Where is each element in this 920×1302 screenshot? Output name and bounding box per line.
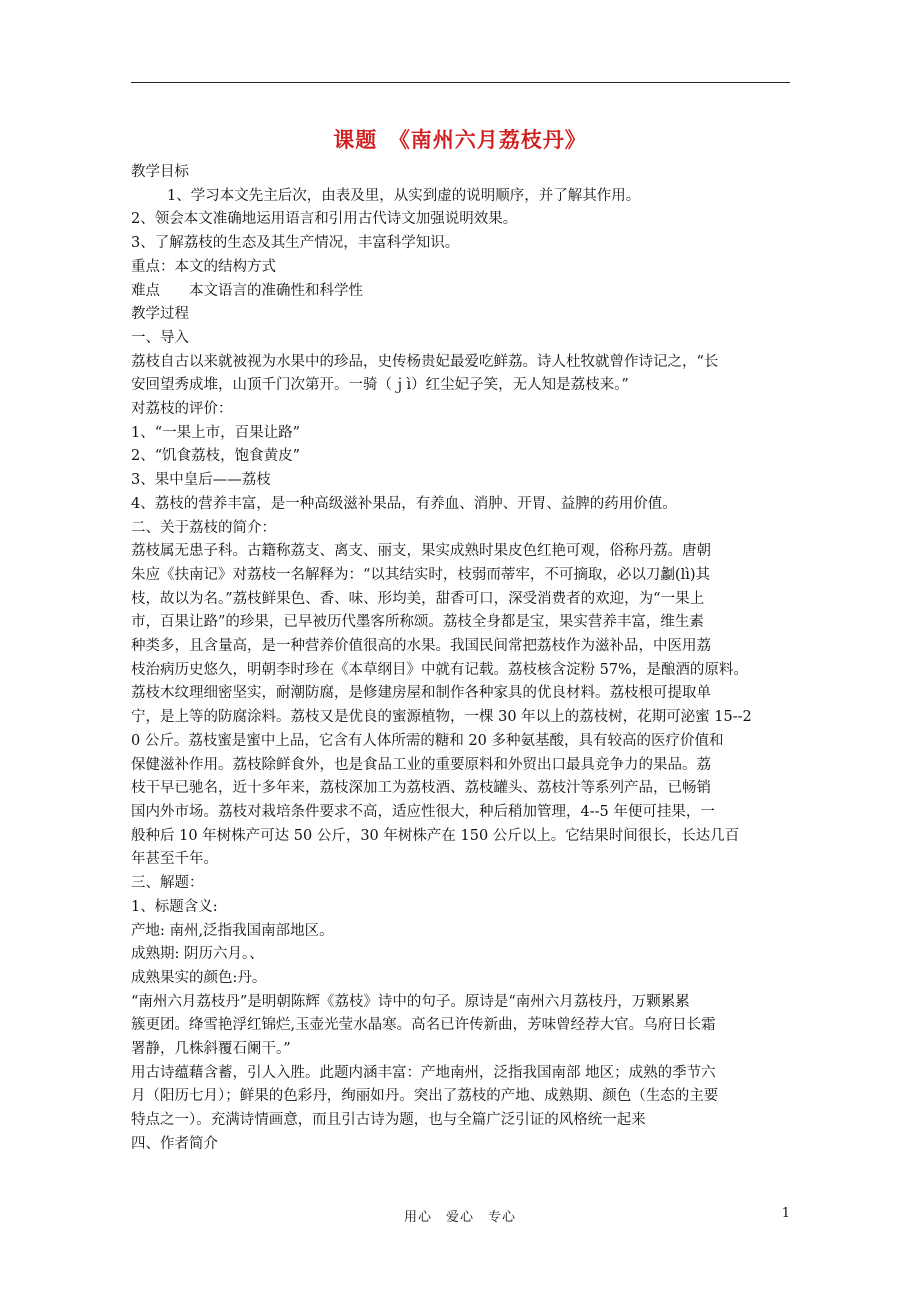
list-item: 1、“一果上市，百果让路” (131, 424, 301, 441)
footer-motto: 用心 爱心 专心 (403, 1210, 516, 1225)
text-line: 对荔枝的评价： (131, 401, 233, 418)
text-line: 荔枝自古以来就被视为水果中的珍品，史传杨贵妃最爱吃鲜荔。诗人杜牧就曾作诗记之，“长 (131, 353, 719, 370)
text-line: 荔枝木纹理细密坚实，耐潮防腐，是修建房屋和制作各种家具的优良材料。荔枝根可提取单 (131, 685, 711, 702)
text-line: 1、标题含义: (131, 898, 218, 915)
objective-1: 1、学习本文先主后次，由表及里，从实到虚的说明顺序，并了解其作用。 (167, 187, 641, 204)
document-body (131, 161, 790, 1157)
objective-2: 2、领会本文准确地运用语言和引用古代诗文加强说明效果。 (131, 211, 518, 228)
section-heading: 二、关于荔枝的简介： (131, 519, 276, 536)
text-line: 成熟期: 阴历六月。、 (131, 946, 264, 963)
text-line: “南州六月荔枝丹”是明朝陈辉《荔枝》诗中的句子。原诗是“南州六月荔枝丹，万颗累累 (131, 993, 690, 1010)
text-line: 市，百果让路”的珍果，已早被历代墨客所称颂。荔枝全身都是宝，果实营养丰富，维生素 (131, 614, 704, 631)
text-line: 般种后 10 年树株产可达 50 公斤，30 年树株产在 150 公斤以上。它结果时间很长，长达几百 (131, 827, 740, 844)
page-number: 1 (781, 1206, 790, 1221)
key-point: 重点：本文的结构方式 (131, 258, 276, 275)
section-heading: 一、导入 (131, 329, 189, 346)
objective-3: 3、了解荔枝的生态及其生产情况，丰富科学知识。 (131, 235, 460, 252)
text-line: 用古诗蕴藉含蓄，引人入胜。此题内涵丰富：产地南州，泛指我国南部 地区；成熟的季节六 (131, 1064, 716, 1081)
section-heading: 教学过程 (131, 306, 189, 323)
text-line: 枝干早已驰名，近十多年来，荔枝深加工为荔枝酒、荔枝罐头、荔枝汁等系列产品，已畅销 (131, 780, 711, 797)
text-line: 成熟果实的颜色:丹。 (131, 969, 267, 986)
difficult-point: 难点 本文语言的准确性和科学性 (131, 282, 363, 299)
text-line: 署静，几株斜覆石阑干。” (131, 1041, 291, 1058)
text-line: 枝，故以为名。”荔枝鲜果色、香、味、形均美，甜香可口，深受消费者的欢迎，为“一果上 (131, 590, 705, 607)
list-item: 3、果中皇后——荔枝 (131, 472, 271, 489)
text-line: 簇更团。绛雪艳浮红锦烂,玉壶光莹水晶寒。高名已许传新曲，芳味曾经荐大官。乌府日长霜 (131, 1017, 716, 1034)
text-line: 宁，是上等的防腐涂料。荔枝又是优良的蜜源植物，一棵 30 年以上的荔枝树，花期可泌蜜 15--2 (131, 709, 752, 726)
text-line: 月（阳历七月）；鲜果的色彩丹，绚丽如丹。突出了荔枝的产地、成熟期、颜色（生态的主要 (131, 1088, 719, 1105)
section-heading: 教学目标 (131, 164, 189, 180)
text-line: 保健滋补作用。荔枝除鲜食外，也是食品工业的重要原料和外贸出口最具竞争力的果品。荔 (131, 756, 711, 773)
text-line: 特点之一）。充满诗情画意，而且引古诗为题，也与全篇广泛引证的风格统一起来 (131, 1112, 646, 1129)
text-line: 国内外市场。荔枝对栽培条件要求不高，适应性很大，种后稍加管理，4--5 年便可挂果，一 (131, 803, 715, 820)
text-line: 年甚至千年。 (131, 851, 218, 868)
text-line: 0 公斤。荔枝蜜是蜜中上品，它含有人体所需的糖和 20 多种氨基酸，具有较高的医疗价值和 (131, 732, 724, 749)
list-item: 2、“饥食荔枝，饱食黄皮” (131, 448, 301, 465)
text-line: 枝治病历史悠久，明朝李时珍在《本草纲目》中就有记载。荔枝核含淀粉 57%，是酿酒的原料。 (131, 661, 748, 678)
section-heading: 三、解题： (131, 875, 204, 892)
text-line: 朱应《扶南记》对荔枝一名解释为：“以其结实时，枝弱而蒂牢，不可摘取，必以刀劙(lì)其 (131, 566, 710, 583)
text-line: 产地: 南州,泛指我国南部地区。 (131, 922, 334, 939)
text-line: 安回望秀成堆，山顶千门次第开。一骑（ｊì）红尘妃子笑，无人知是荔枝来。” (131, 377, 629, 394)
text-line: 荔枝属无患子科。古籍称荔支、离支、丽支，果实成熟时果皮色红艳可观，俗称丹荔。唐朝 (131, 543, 711, 560)
text-line: 种类多，且含量高，是一种营养价值很高的水果。我国民间常把荔枝作为滋补品，中医用荔 (131, 638, 711, 655)
lesson-title: 课题 《南州六月荔枝丹》 (333, 128, 587, 152)
section-heading: 四、作者简介 (131, 1135, 218, 1152)
header-rule (131, 82, 790, 83)
list-item: 4、荔枝的营养丰富，是一种高级滋补果品，有养血、消肿、开胃、益脾的药用价值。 (131, 495, 677, 512)
